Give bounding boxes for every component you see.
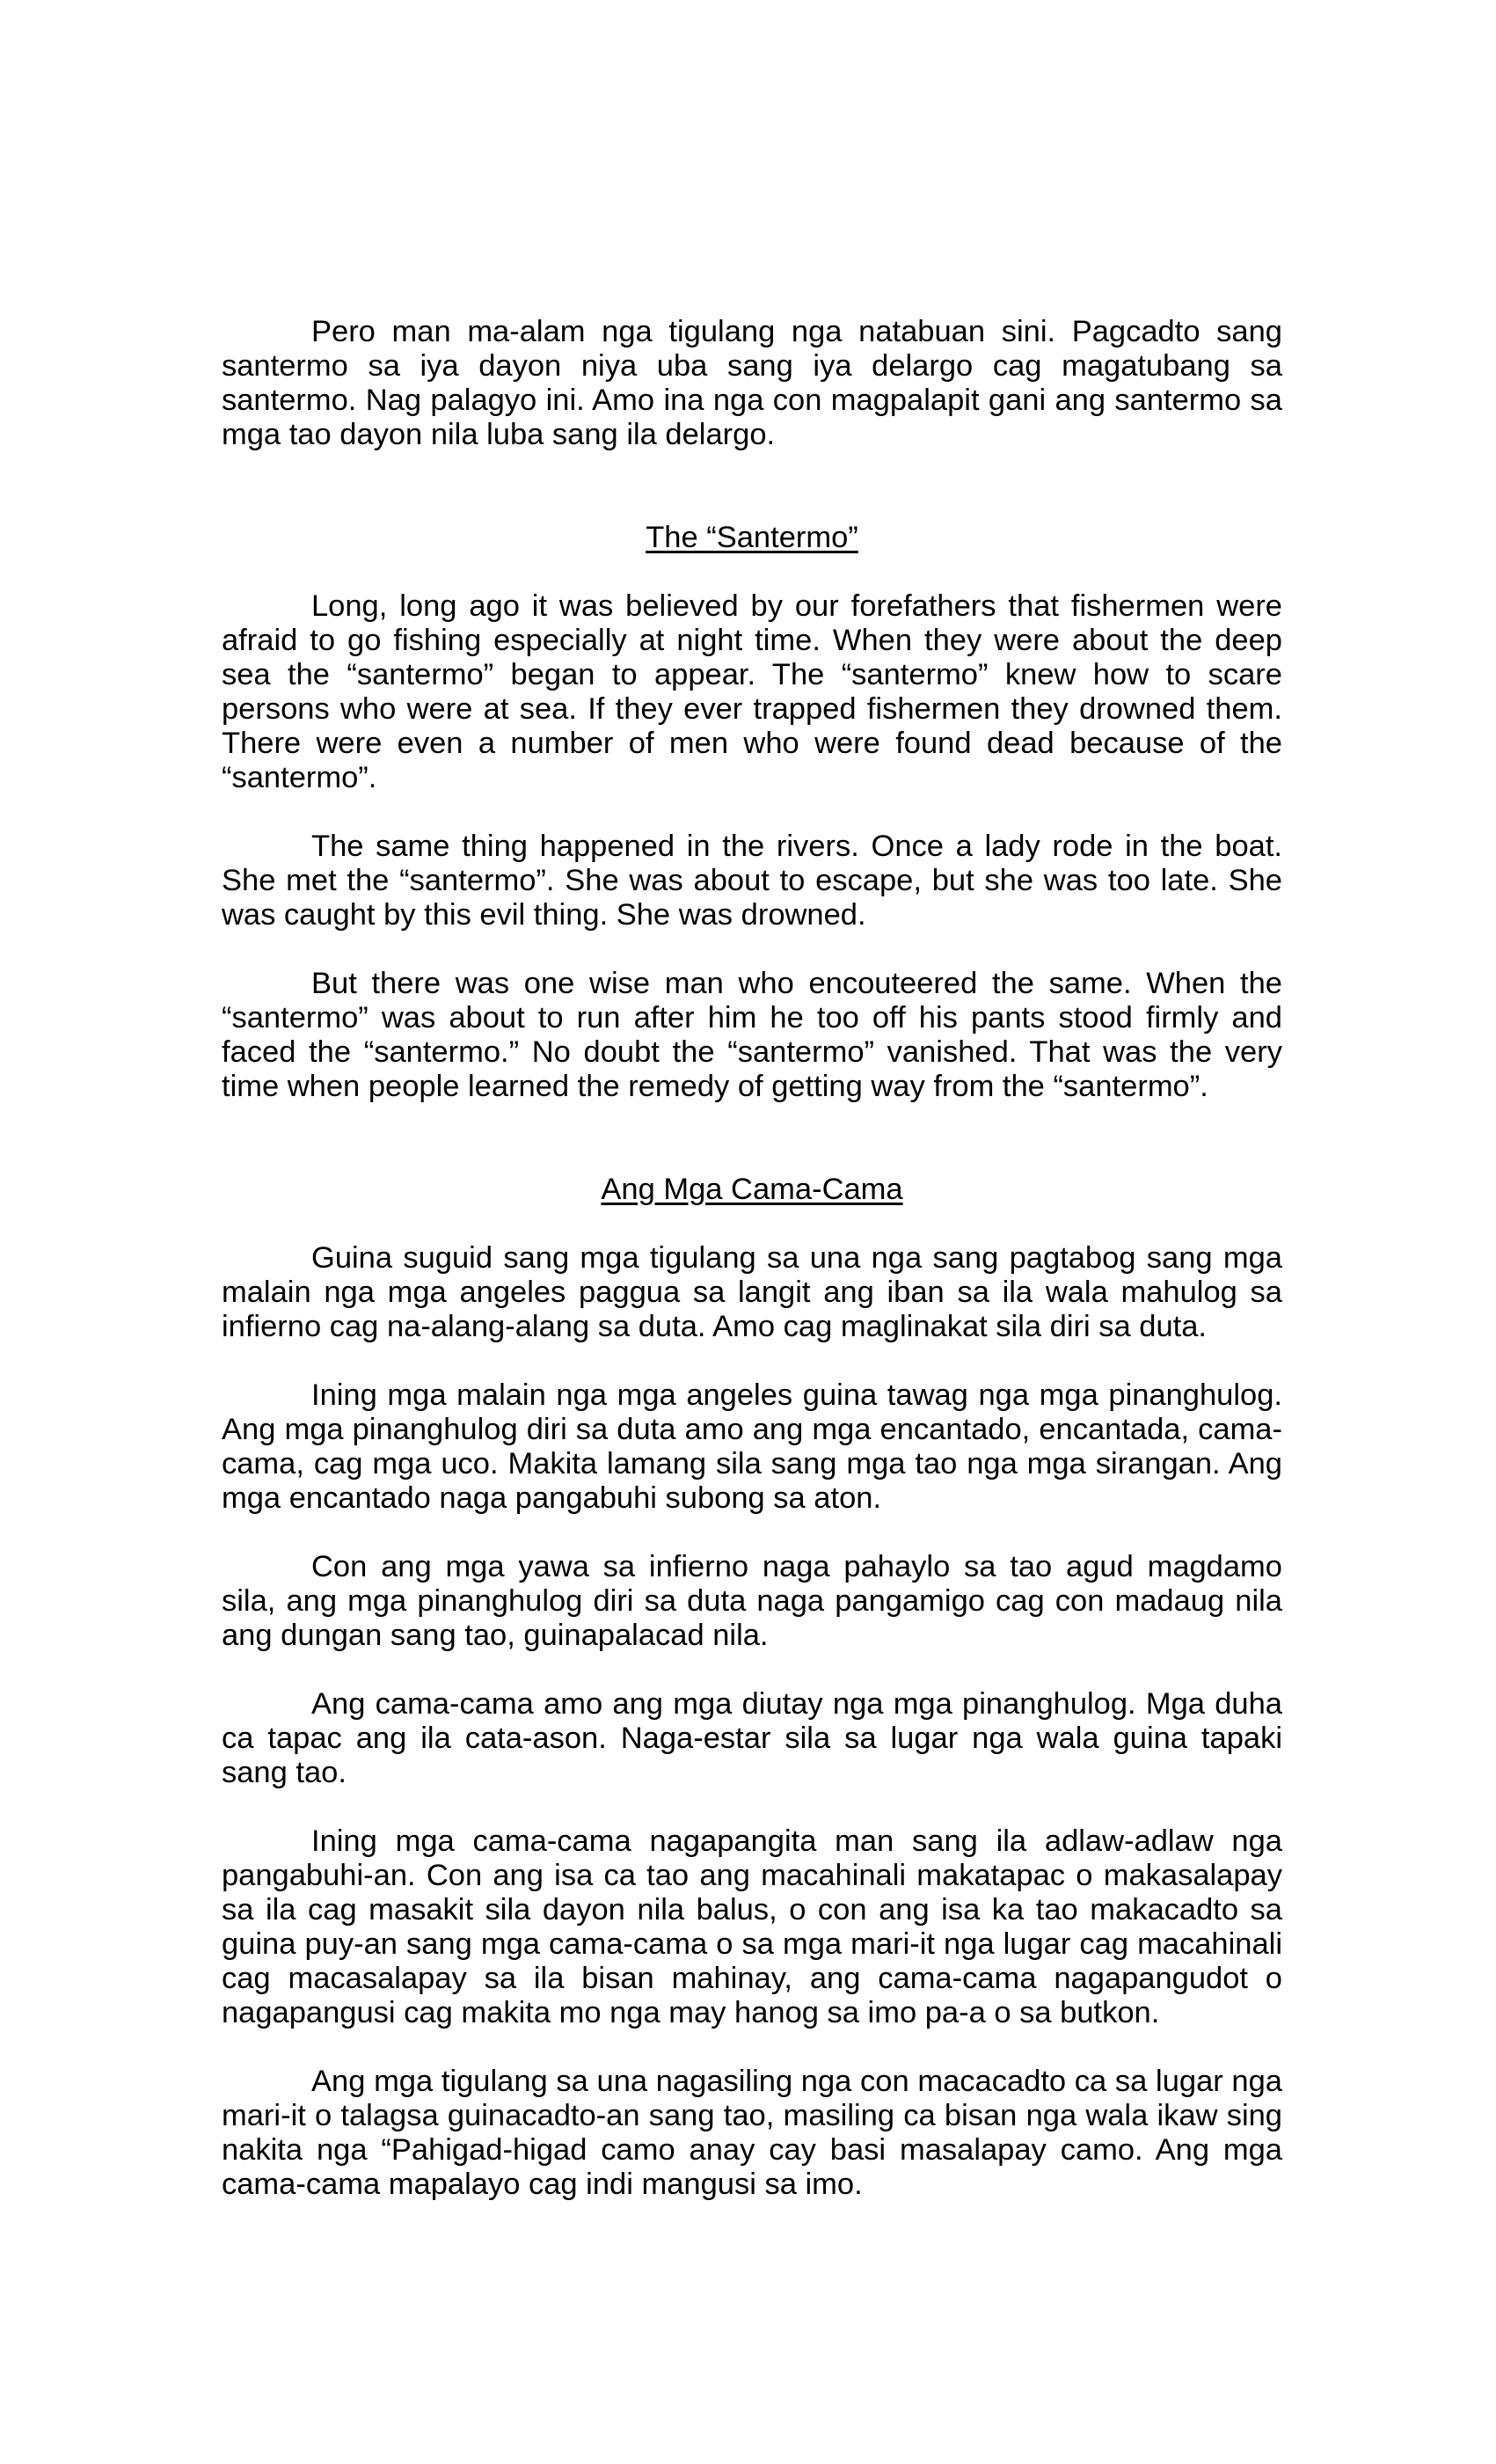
- section-title: The “Santermo”: [646, 521, 858, 554]
- body-paragraph: Ining mga malain nga mga angeles guina tawag nga mga pinanghulog. Ang mga pinanghulog diri sa duta amo ang mga encantado, encantada, cama-cama, cag mga uco. Makita lamang sila sang mga tao nga mga sirangan. Ang mga encantado naga pangabuhi subong sa aton.: [222, 1378, 1282, 1515]
- body-paragraph: The same thing happened in the rivers. Once a lady rode in the boat. She met the “santermo”. She was about to escape, but she was too late. She was caught by this evil thing. She was drowned.: [222, 830, 1282, 932]
- intro-paragraph: Pero man ma-alam nga tigulang nga natabuan sini. Pagcadto sang santermo sa iya dayon niya uba sang iya delargo cag magatubang sa santermo. Nag palagyo ini. Amo ina nga con magpalapit gani ang santermo sa mga tao dayon nila luba sang ila delargo.: [222, 315, 1282, 451]
- body-paragraph: Long, long ago it was believed by our forefathers that fishermen were afraid to go fishing especially at night time. When they were about the deep sea the “santermo” began to appear. The “santermo” knew how to scare persons who were at sea. If they ever trapped fishermen they drowned them. There were even a number of men who were found dead because of the “santermo”.: [222, 589, 1282, 794]
- cama-cama-section: [222, 1173, 1282, 2202]
- santermo-section: [222, 521, 1282, 1104]
- body-paragraph: But there was one wise man who encouteered the same. When the “santermo” was about to run after him he too off his pants stood firmly and faced the “santermo.” No doubt the “santermo” vanished. That was the very time when people learned the remedy of getting way from the “santermo”.: [222, 967, 1282, 1103]
- body-paragraph: Ang cama-cama amo ang mga diutay nga mga pinanghulog. Mga duha ca tapac ang ila cata-ason. Naga-estar sila sa lugar nga wala guina tapaki sang tao.: [222, 1687, 1282, 1789]
- body-paragraph: Ang mga tigulang sa una nagasiling nga con macacadto ca sa lugar nga mari-it o talagsa guinacadto-an sang tao, masiling ca bisan nga wala ikaw sing nakita nga “Pahigad-higad camo anay cay basi masalapay camo. Ang mga cama-cama mapalayo cag indi mangusi sa imo.: [222, 2065, 1282, 2201]
- body-paragraph: Con ang mga yawa sa infierno naga pahaylo sa tao agud magdamo sila, ang mga pinanghulog diri sa duta naga pangamigo cag con madaug nila ang dungan sang tao, guinapalacad nila.: [222, 1550, 1282, 1652]
- document-page: [222, 315, 1282, 2202]
- section-title: Ang Mga Cama-Cama: [601, 1173, 903, 1206]
- body-paragraph: Ining mga cama-cama nagapangita man sang ila adlaw-adlaw nga pangabuhi-an. Con ang isa ca tao ang macahinali makatapac o makasalapay sa ila cag masakit sila dayon nila balus, o con ang isa ka tao makacadto sa guina puy-an sang mga cama-cama o sa mga mari-it nga lugar cag macahinali cag macasalapay sa ila bisan mahinay, ang cama-cama nagapangudot o nagapangusi cag makita mo nga may hanog sa imo pa-a o sa butkon.: [222, 1824, 1282, 2029]
- body-paragraph: Guina suguid sang mga tigulang sa una nga sang pagtabog sang mga malain nga mga angeles paggua sa langit ang iban sa ila wala mahulog sa infierno cag na-alang-alang sa duta. Amo cag maglinakat sila diri sa duta.: [222, 1241, 1282, 1343]
